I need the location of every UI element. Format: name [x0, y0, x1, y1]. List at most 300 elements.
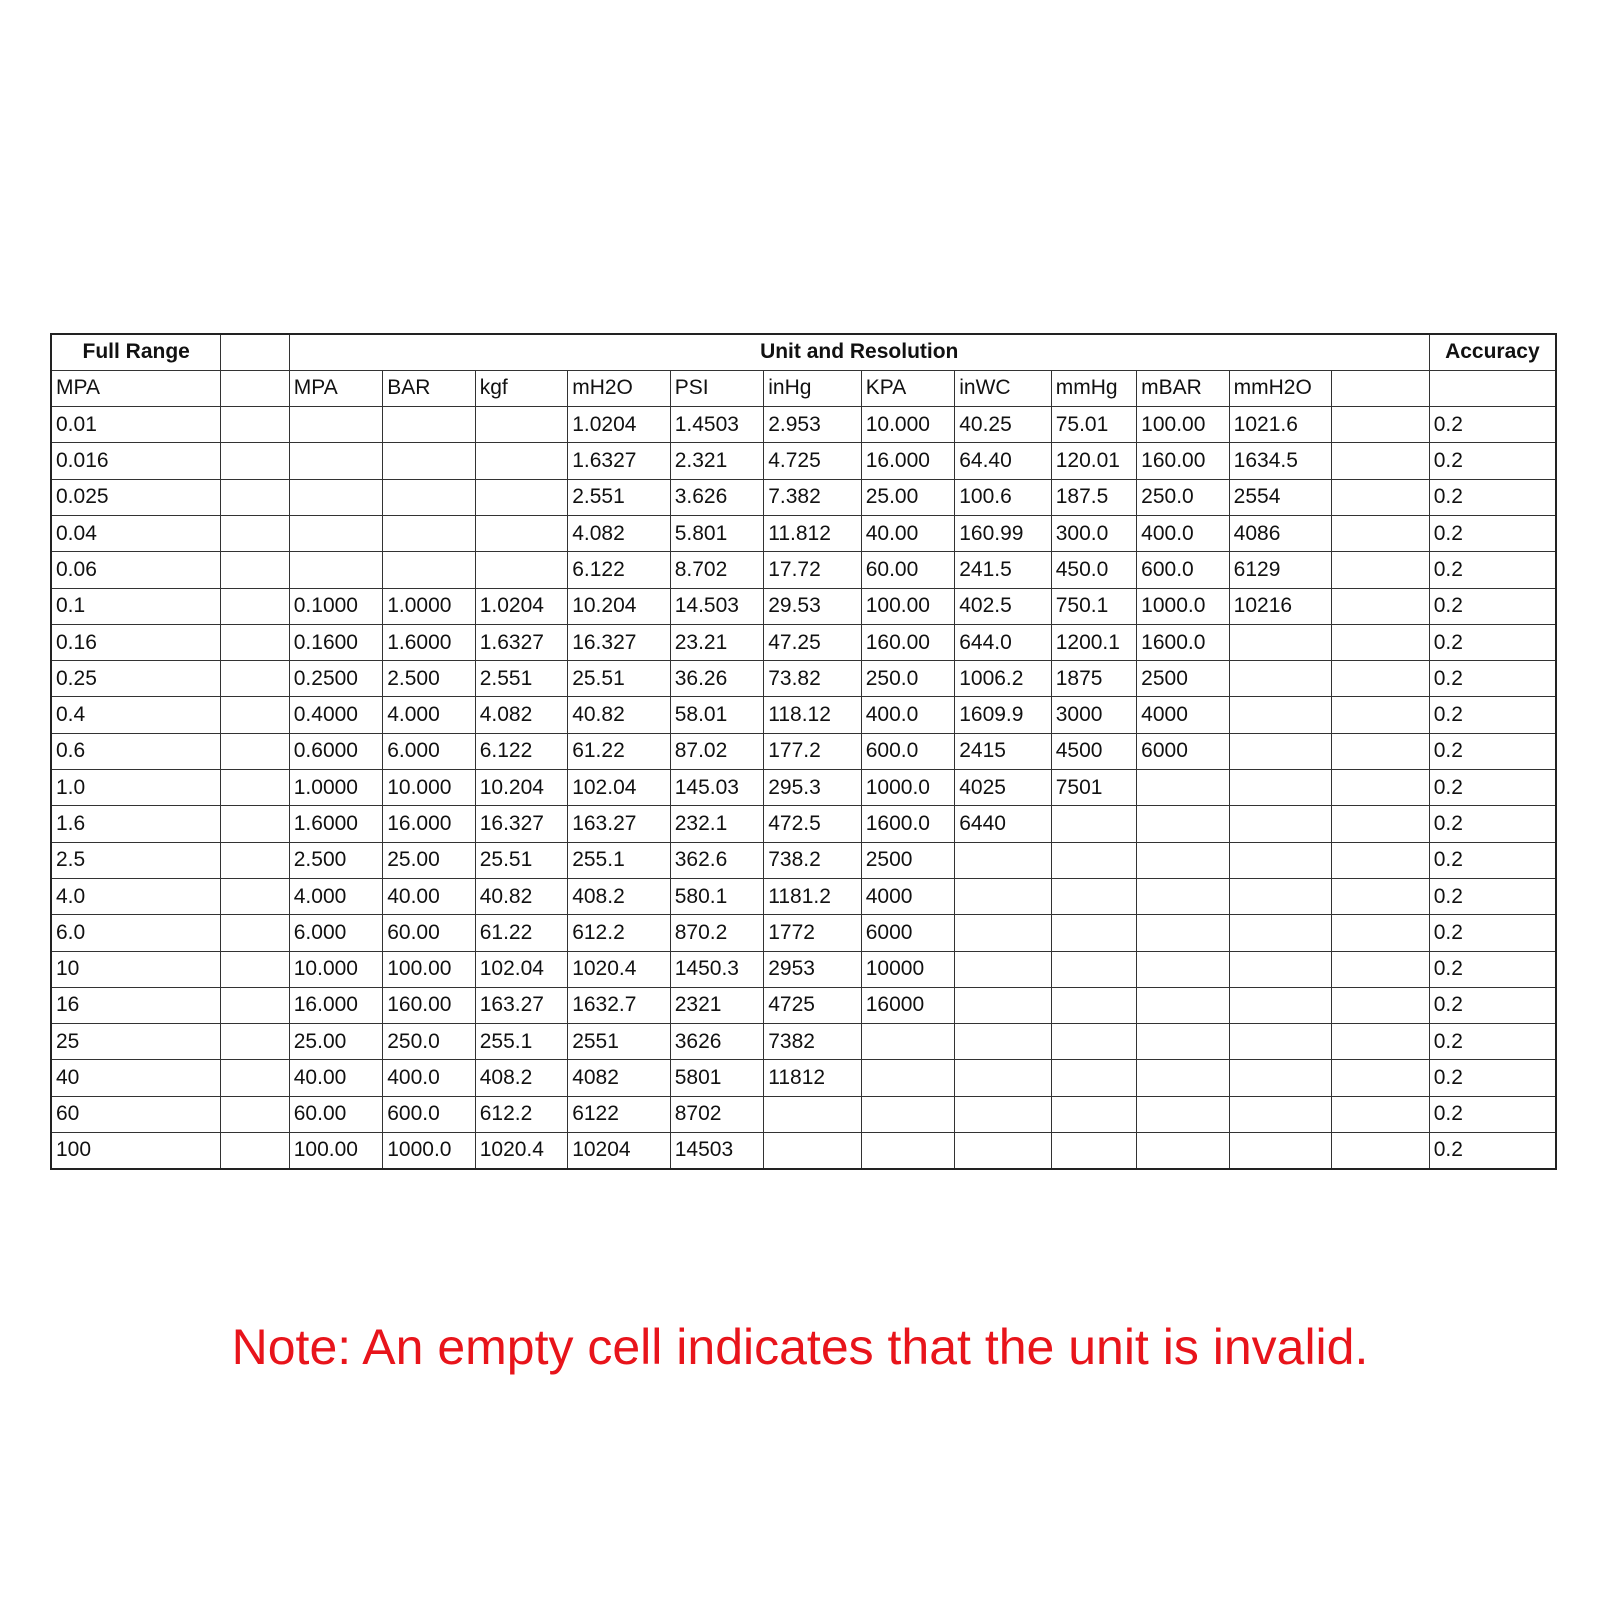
resolution-cell: 102.04: [475, 951, 567, 987]
resolution-cell: [1332, 515, 1430, 551]
resolution-cell: [1137, 842, 1229, 878]
resolution-cell: 1006.2: [955, 661, 1052, 697]
resolution-cell: 4086: [1229, 515, 1332, 551]
resolution-cell: 1772: [764, 915, 862, 951]
resolution-cell: 1000.0: [383, 1133, 475, 1169]
table-row: [51, 515, 1556, 551]
resolution-cell: 10216: [1229, 588, 1332, 624]
full-range-cell: 0.1: [51, 588, 221, 624]
resolution-cell: [1332, 842, 1430, 878]
resolution-cell: 400.0: [1137, 515, 1229, 551]
resolution-cell: [1332, 443, 1430, 479]
resolution-cell: 7501: [1051, 770, 1136, 806]
resolution-cell: 100.00: [861, 588, 954, 624]
resolution-cell: 25.00: [383, 842, 475, 878]
resolution-cell: [1332, 806, 1430, 842]
resolution-cell: [475, 552, 567, 588]
resolution-cell: 10.000: [861, 407, 954, 443]
resolution-cell: 402.5: [955, 588, 1052, 624]
full-range-cell: 16: [51, 987, 221, 1023]
resolution-cell: [861, 1096, 954, 1132]
resolution-cell: [1229, 878, 1332, 914]
resolution-cell: 1600.0: [861, 806, 954, 842]
accuracy-cell: 0.2: [1429, 878, 1556, 914]
resolution-cell: [1332, 1060, 1430, 1096]
accuracy-cell: 0.2: [1429, 987, 1556, 1023]
resolution-cell: [1051, 915, 1136, 951]
resolution-cell: [1332, 479, 1430, 515]
table-title-row: [51, 334, 1556, 370]
resolution-cell: [955, 842, 1052, 878]
resolution-cell: [955, 915, 1052, 951]
accuracy-cell: 0.2: [1429, 1024, 1556, 1060]
resolution-cell: 4500: [1051, 733, 1136, 769]
invalid-unit-note: Note: An empty cell indicates that the unit is invalid.: [231, 1319, 1369, 1375]
resolution-cell: 100.00: [383, 951, 475, 987]
resolution-cell: [1051, 842, 1136, 878]
resolution-cell: [1229, 951, 1332, 987]
resolution-cell: 1181.2: [764, 878, 862, 914]
resolution-cell: 177.2: [764, 733, 862, 769]
full-range-cell: 1.6: [51, 806, 221, 842]
full-range-cell: 0.016: [51, 443, 221, 479]
resolution-cell: 14.503: [670, 588, 763, 624]
table-row: [51, 1096, 1556, 1132]
resolution-cell: 10204: [568, 1133, 671, 1169]
resolution-cell: [289, 515, 382, 551]
resolution-cell: [1137, 1060, 1229, 1096]
resolution-cell: 580.1: [670, 878, 763, 914]
table-row: [51, 407, 1556, 443]
resolution-cell: 600.0: [383, 1096, 475, 1132]
resolution-cell: 16.000: [383, 806, 475, 842]
resolution-cell: [1137, 1133, 1229, 1169]
resolution-cell: 600.0: [861, 733, 954, 769]
resolution-cell: [1332, 1133, 1430, 1169]
resolution-cell: 2.551: [475, 661, 567, 697]
resolution-cell: [1137, 878, 1229, 914]
resolution-cell: 0.6000: [289, 733, 382, 769]
resolution-cell: 241.5: [955, 552, 1052, 588]
resolution-cell: 1.0204: [475, 588, 567, 624]
unit-header-cell: mmHg: [1051, 370, 1136, 406]
full-range-cell: 0.16: [51, 624, 221, 660]
resolution-cell: 23.21: [670, 624, 763, 660]
accuracy-cell: 0.2: [1429, 733, 1556, 769]
full-range-cell: 100: [51, 1133, 221, 1169]
resolution-cell: 1.6327: [475, 624, 567, 660]
resolution-cell: [1229, 1133, 1332, 1169]
resolution-cell: [1332, 1096, 1430, 1132]
resolution-cell: [1229, 987, 1332, 1023]
table-row: [51, 624, 1556, 660]
resolution-cell: 73.82: [764, 661, 862, 697]
resolution-cell: 1021.6: [1229, 407, 1332, 443]
accuracy-cell: 0.2: [1429, 552, 1556, 588]
resolution-cell: 2.953: [764, 407, 862, 443]
full-range-header: Full Range: [51, 334, 221, 370]
resolution-cell: 4000: [1137, 697, 1229, 733]
full-range-cell: 2.5: [51, 842, 221, 878]
resolution-cell: 60.00: [383, 915, 475, 951]
resolution-cell: 16000: [861, 987, 954, 1023]
table-row: [51, 806, 1556, 842]
resolution-cell: 87.02: [670, 733, 763, 769]
resolution-cell: 4.000: [383, 697, 475, 733]
unit-header-cell: mmH2O: [1229, 370, 1332, 406]
resolution-cell: [1051, 1024, 1136, 1060]
resolution-cell: 2953: [764, 951, 862, 987]
resolution-cell: 3.626: [670, 479, 763, 515]
spacer-cell: [221, 1024, 289, 1060]
resolution-cell: 6000: [861, 915, 954, 951]
resolution-cell: 1.6000: [289, 806, 382, 842]
resolution-cell: 0.1600: [289, 624, 382, 660]
resolution-cell: 472.5: [764, 806, 862, 842]
accuracy-cell: 0.2: [1429, 661, 1556, 697]
full-range-cell: 6.0: [51, 915, 221, 951]
unit-header-cell: mBAR: [1137, 370, 1229, 406]
resolution-cell: 10.000: [383, 770, 475, 806]
resolution-cell: 612.2: [475, 1096, 567, 1132]
full-range-cell: 25: [51, 1024, 221, 1060]
resolution-cell: [861, 1024, 954, 1060]
spacer-cell: [221, 588, 289, 624]
resolution-cell: [1137, 1096, 1229, 1132]
resolution-cell: 11.812: [764, 515, 862, 551]
full-range-cell: 0.25: [51, 661, 221, 697]
full-range-cell: 40: [51, 1060, 221, 1096]
resolution-cell: [1332, 697, 1430, 733]
table-row: [51, 552, 1556, 588]
resolution-cell: 11812: [764, 1060, 862, 1096]
resolution-cell: [1051, 806, 1136, 842]
resolution-cell: 40.82: [475, 878, 567, 914]
resolution-cell: [475, 407, 567, 443]
resolution-cell: 0.4000: [289, 697, 382, 733]
accuracy-cell: 0.2: [1429, 479, 1556, 515]
resolution-cell: 6.000: [383, 733, 475, 769]
table-row: [51, 1133, 1556, 1169]
full-range-cell: 0.01: [51, 407, 221, 443]
spacer-cell: [221, 733, 289, 769]
resolution-cell: [955, 1060, 1052, 1096]
resolution-cell: [955, 987, 1052, 1023]
resolution-cell: 1632.7: [568, 987, 671, 1023]
resolution-cell: 870.2: [670, 915, 763, 951]
resolution-cell: 10000: [861, 951, 954, 987]
table-row: [51, 1024, 1556, 1060]
full-range-cell: 60: [51, 1096, 221, 1132]
table-row: [51, 443, 1556, 479]
resolution-cell: [289, 552, 382, 588]
resolution-cell: 160.99: [955, 515, 1052, 551]
accuracy-unit-cell: [1429, 370, 1556, 406]
resolution-cell: [1229, 733, 1332, 769]
resolution-cell: 120.01: [1051, 443, 1136, 479]
accuracy-cell: 0.2: [1429, 407, 1556, 443]
resolution-cell: 2.551: [568, 479, 671, 515]
resolution-cell: [383, 515, 475, 551]
spacer-cell: [221, 370, 289, 406]
accuracy-header: Accuracy: [1429, 334, 1556, 370]
resolution-cell: [955, 1024, 1052, 1060]
unit-header-cell: kgf: [475, 370, 567, 406]
resolution-cell: 1000.0: [1137, 588, 1229, 624]
resolution-cell: 250.0: [383, 1024, 475, 1060]
resolution-cell: [289, 479, 382, 515]
unit-header-cell: BAR: [383, 370, 475, 406]
resolution-cell: 1.0000: [383, 588, 475, 624]
full-range-cell: 0.06: [51, 552, 221, 588]
accuracy-cell: 0.2: [1429, 951, 1556, 987]
resolution-cell: 40.00: [289, 1060, 382, 1096]
resolution-cell: 400.0: [861, 697, 954, 733]
resolution-cell: [475, 479, 567, 515]
spacer-cell: [221, 1096, 289, 1132]
resolution-cell: 6.122: [475, 733, 567, 769]
resolution-cell: 5801: [670, 1060, 763, 1096]
accuracy-cell: 0.2: [1429, 842, 1556, 878]
resolution-cell: [1051, 951, 1136, 987]
resolution-cell: [1051, 878, 1136, 914]
spacer-cell: [221, 878, 289, 914]
resolution-cell: 4000: [861, 878, 954, 914]
spacer-header: [221, 334, 289, 370]
resolution-cell: 40.00: [861, 515, 954, 551]
resolution-cell: [1229, 1024, 1332, 1060]
spacer-cell: [221, 1133, 289, 1169]
resolution-cell: [1332, 951, 1430, 987]
resolution-cell: 2.500: [289, 842, 382, 878]
resolution-cell: 36.26: [670, 661, 763, 697]
spacer-cell: [221, 624, 289, 660]
spacer-cell: [221, 443, 289, 479]
resolution-cell: 163.27: [475, 987, 567, 1023]
table-row: [51, 842, 1556, 878]
spacer-cell: [221, 661, 289, 697]
accuracy-cell: 0.2: [1429, 1133, 1556, 1169]
resolution-cell: 1020.4: [568, 951, 671, 987]
spacer-cell: [221, 915, 289, 951]
spacer-cell: [221, 842, 289, 878]
full-range-cell: 1.0: [51, 770, 221, 806]
resolution-cell: 100.6: [955, 479, 1052, 515]
table-row: [51, 733, 1556, 769]
resolution-cell: [289, 407, 382, 443]
resolution-cell: 4.000: [289, 878, 382, 914]
resolution-cell: 450.0: [1051, 552, 1136, 588]
accuracy-cell: 0.2: [1429, 1060, 1556, 1096]
full-range-cell: 0.4: [51, 697, 221, 733]
resolution-cell: [383, 552, 475, 588]
resolution-cell: 29.53: [764, 588, 862, 624]
resolution-cell: [1137, 770, 1229, 806]
resolution-cell: 400.0: [383, 1060, 475, 1096]
unit-resolution-header: Unit and Resolution: [289, 334, 1429, 370]
resolution-cell: 61.22: [568, 733, 671, 769]
unit-header-cell: [1332, 370, 1430, 406]
resolution-cell: 408.2: [475, 1060, 567, 1096]
resolution-cell: [955, 878, 1052, 914]
resolution-cell: [1229, 842, 1332, 878]
resolution-cell: [955, 1096, 1052, 1132]
resolution-cell: 738.2: [764, 842, 862, 878]
resolution-cell: 255.1: [475, 1024, 567, 1060]
resolution-cell: 612.2: [568, 915, 671, 951]
resolution-cell: 3626: [670, 1024, 763, 1060]
resolution-cell: 2321: [670, 987, 763, 1023]
resolution-cell: [475, 443, 567, 479]
resolution-cell: [383, 443, 475, 479]
resolution-cell: [475, 515, 567, 551]
resolution-cell: 47.25: [764, 624, 862, 660]
resolution-cell: 100.00: [289, 1133, 382, 1169]
accuracy-cell: 0.2: [1429, 588, 1556, 624]
resolution-cell: 1.6000: [383, 624, 475, 660]
table-body: [51, 407, 1556, 1169]
full-range-cell: 0.04: [51, 515, 221, 551]
table-row: [51, 1060, 1556, 1096]
resolution-cell: 17.72: [764, 552, 862, 588]
resolution-cell: 163.27: [568, 806, 671, 842]
spacer-cell: [221, 515, 289, 551]
resolution-cell: [1229, 624, 1332, 660]
resolution-cell: 64.40: [955, 443, 1052, 479]
accuracy-cell: 0.2: [1429, 443, 1556, 479]
spacer-cell: [221, 1060, 289, 1096]
resolution-cell: 25.51: [568, 661, 671, 697]
full-range-cell: 10: [51, 951, 221, 987]
resolution-cell: 6440: [955, 806, 1052, 842]
unit-header-row: [51, 370, 1556, 406]
resolution-cell: [1137, 987, 1229, 1023]
resolution-cell: 2.500: [383, 661, 475, 697]
spacer-cell: [221, 770, 289, 806]
resolution-cell: 100.00: [1137, 407, 1229, 443]
resolution-cell: 1.0204: [568, 407, 671, 443]
resolution-cell: 7382: [764, 1024, 862, 1060]
accuracy-cell: 0.2: [1429, 697, 1556, 733]
resolution-cell: 145.03: [670, 770, 763, 806]
resolution-cell: 2.321: [670, 443, 763, 479]
resolution-cell: 58.01: [670, 697, 763, 733]
resolution-cell: 1.0000: [289, 770, 382, 806]
resolution-cell: [383, 407, 475, 443]
resolution-cell: 60.00: [861, 552, 954, 588]
resolution-cell: 16.000: [861, 443, 954, 479]
resolution-cell: 40.00: [383, 878, 475, 914]
resolution-cell: 25.51: [475, 842, 567, 878]
resolution-cell: [1332, 661, 1430, 697]
resolution-cell: [1332, 407, 1430, 443]
resolution-cell: 10.204: [568, 588, 671, 624]
table-row: [51, 770, 1556, 806]
resolution-cell: [955, 1133, 1052, 1169]
resolution-cell: 4025: [955, 770, 1052, 806]
resolution-cell: [1332, 1024, 1430, 1060]
table-row: [51, 697, 1556, 733]
resolution-cell: 8702: [670, 1096, 763, 1132]
resolution-cell: [955, 951, 1052, 987]
resolution-cell: 3000: [1051, 697, 1136, 733]
resolution-cell: [1332, 624, 1430, 660]
accuracy-cell: 0.2: [1429, 915, 1556, 951]
resolution-cell: 4082: [568, 1060, 671, 1096]
resolution-cell: 1634.5: [1229, 443, 1332, 479]
resolution-cell: 8.702: [670, 552, 763, 588]
resolution-cell: 255.1: [568, 842, 671, 878]
resolution-cell: [861, 1060, 954, 1096]
resolution-cell: [1051, 987, 1136, 1023]
resolution-cell: 0.2500: [289, 661, 382, 697]
resolution-cell: [1332, 987, 1430, 1023]
resolution-cell: [1332, 915, 1430, 951]
resolution-cell: 250.0: [861, 661, 954, 697]
unit-header-cell: MPA: [289, 370, 382, 406]
table-row: [51, 661, 1556, 697]
resolution-cell: [1229, 661, 1332, 697]
resolution-cell: 6129: [1229, 552, 1332, 588]
full-range-cell: 4.0: [51, 878, 221, 914]
resolution-cell: 10.204: [475, 770, 567, 806]
accuracy-cell: 0.2: [1429, 806, 1556, 842]
resolution-cell: 408.2: [568, 878, 671, 914]
resolution-cell: [1332, 588, 1430, 624]
resolution-cell: 1000.0: [861, 770, 954, 806]
resolution-cell: 0.1000: [289, 588, 382, 624]
resolution-cell: 2500: [1137, 661, 1229, 697]
resolution-cell: 2500: [861, 842, 954, 878]
resolution-cell: 644.0: [955, 624, 1052, 660]
resolution-cell: 2415: [955, 733, 1052, 769]
resolution-cell: [861, 1133, 954, 1169]
resolution-cell: 2551: [568, 1024, 671, 1060]
resolution-cell: [1229, 1060, 1332, 1096]
resolution-cell: 1450.3: [670, 951, 763, 987]
accuracy-cell: 0.2: [1429, 1096, 1556, 1132]
resolution-cell: [1229, 915, 1332, 951]
resolution-cell: 300.0: [1051, 515, 1136, 551]
full-range-cell: 0.6: [51, 733, 221, 769]
resolution-cell: 1.4503: [670, 407, 763, 443]
resolution-cell: 14503: [670, 1133, 763, 1169]
resolution-cell: [1137, 1024, 1229, 1060]
resolution-cell: 160.00: [383, 987, 475, 1023]
resolution-cell: [1137, 951, 1229, 987]
resolution-cell: 1600.0: [1137, 624, 1229, 660]
resolution-cell: [1051, 1096, 1136, 1132]
resolution-cell: 1200.1: [1051, 624, 1136, 660]
resolution-cell: [383, 479, 475, 515]
resolution-cell: [1229, 697, 1332, 733]
spacer-cell: [221, 552, 289, 588]
unit-header-cell: mH2O: [568, 370, 671, 406]
resolution-cell: 102.04: [568, 770, 671, 806]
resolution-cell: 187.5: [1051, 479, 1136, 515]
resolution-cell: 4725: [764, 987, 862, 1023]
resolution-cell: 6.000: [289, 915, 382, 951]
resolution-cell: 4.725: [764, 443, 862, 479]
resolution-cell: 6122: [568, 1096, 671, 1132]
table-row: [51, 987, 1556, 1023]
table-row: [51, 915, 1556, 951]
resolution-cell: [1051, 1060, 1136, 1096]
resolution-cell: [1137, 915, 1229, 951]
resolution-cell: [764, 1096, 862, 1132]
resolution-cell: 1020.4: [475, 1133, 567, 1169]
resolution-cell: 295.3: [764, 770, 862, 806]
